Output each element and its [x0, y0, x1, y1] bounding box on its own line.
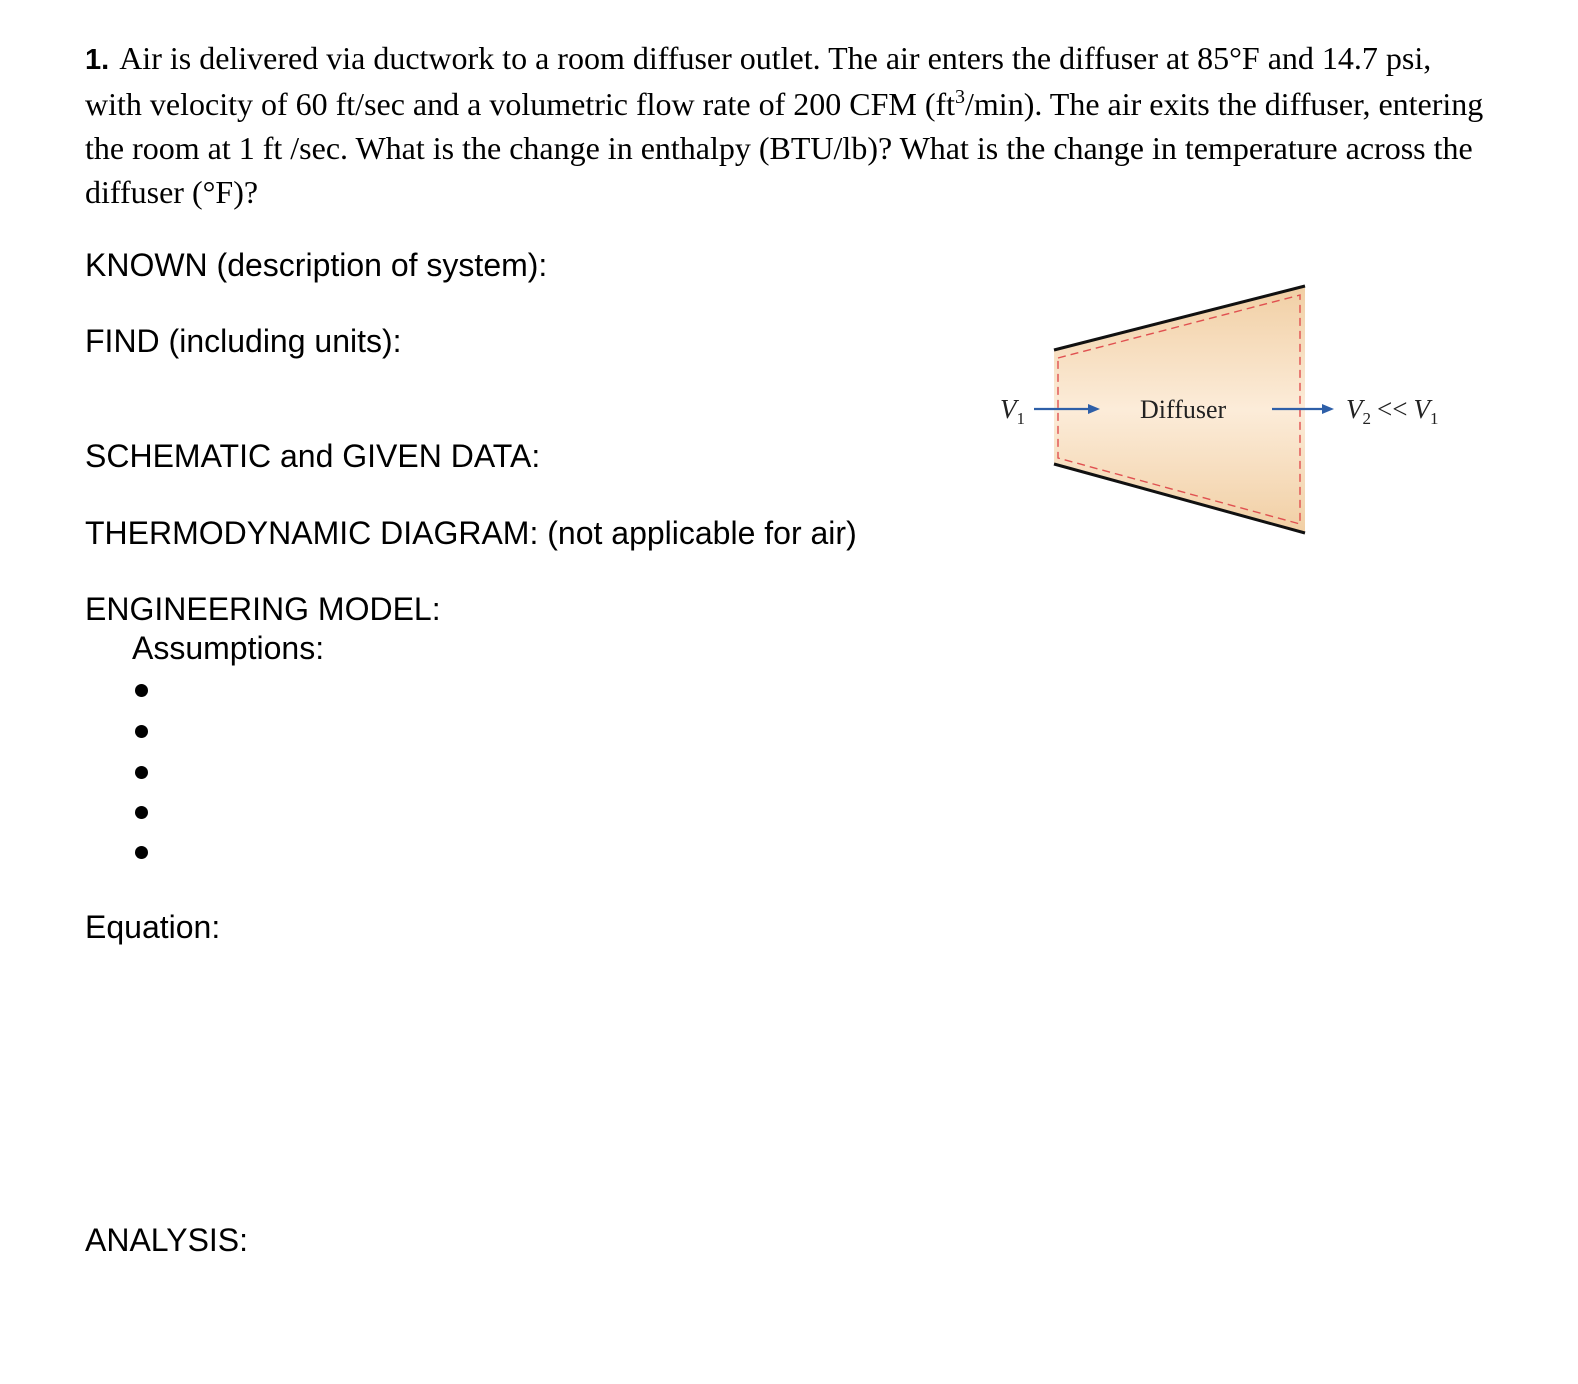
problem-text-part2: /min). The air exits the diffuser, entering the room at 1 ft /sec. What is the change in enthalpy (BTU/lb)? What is the change in temperature across the diffuser (°F)? — [85, 86, 1484, 210]
schematic-heading: SCHEMATIC and GIVEN DATA: — [85, 438, 541, 474]
outlet-velocity-label: $V_2 << V_1$ — [1346, 394, 1439, 428]
diffuser-label: Diffuser — [1140, 395, 1227, 424]
inlet-velocity-label: $V_1$ — [1000, 394, 1025, 428]
diffuser-schematic — [990, 278, 1470, 549]
engineering-model-heading: ENGINEERING MODEL: — [85, 591, 441, 627]
assumption-bullet — [135, 806, 148, 819]
equation-heading: Equation: — [85, 909, 221, 945]
find-heading: FIND (including units): — [85, 323, 402, 359]
assumption-bullet — [135, 766, 148, 779]
problem-statement — [85, 36, 1485, 214]
analysis-heading: ANALYSIS: — [85, 1222, 249, 1258]
assumptions-heading: Assumptions: — [132, 630, 325, 666]
problem-superscript: 3 — [955, 86, 966, 108]
problem-text-part1: Air is delivered via ductwork to a room diffuser outlet. The air enters the diffuser at 85°F and 14.7 psi, with velocity of 60 ft/sec and a volumetric flow rate of 200 CFM (ft — [85, 40, 1432, 122]
assumption-bullet — [135, 684, 148, 697]
thermo-diagram-heading: THERMODYNAMIC DIAGRAM: (not applicable for air) — [85, 515, 857, 551]
assumption-bullet — [135, 846, 148, 859]
outlet-arrowhead — [1322, 404, 1334, 414]
problem-number: 1. — [85, 44, 110, 76]
assumption-bullet — [135, 725, 148, 738]
diffuser-diagram — [990, 278, 1470, 544]
known-heading: KNOWN (description of system): — [85, 247, 548, 283]
